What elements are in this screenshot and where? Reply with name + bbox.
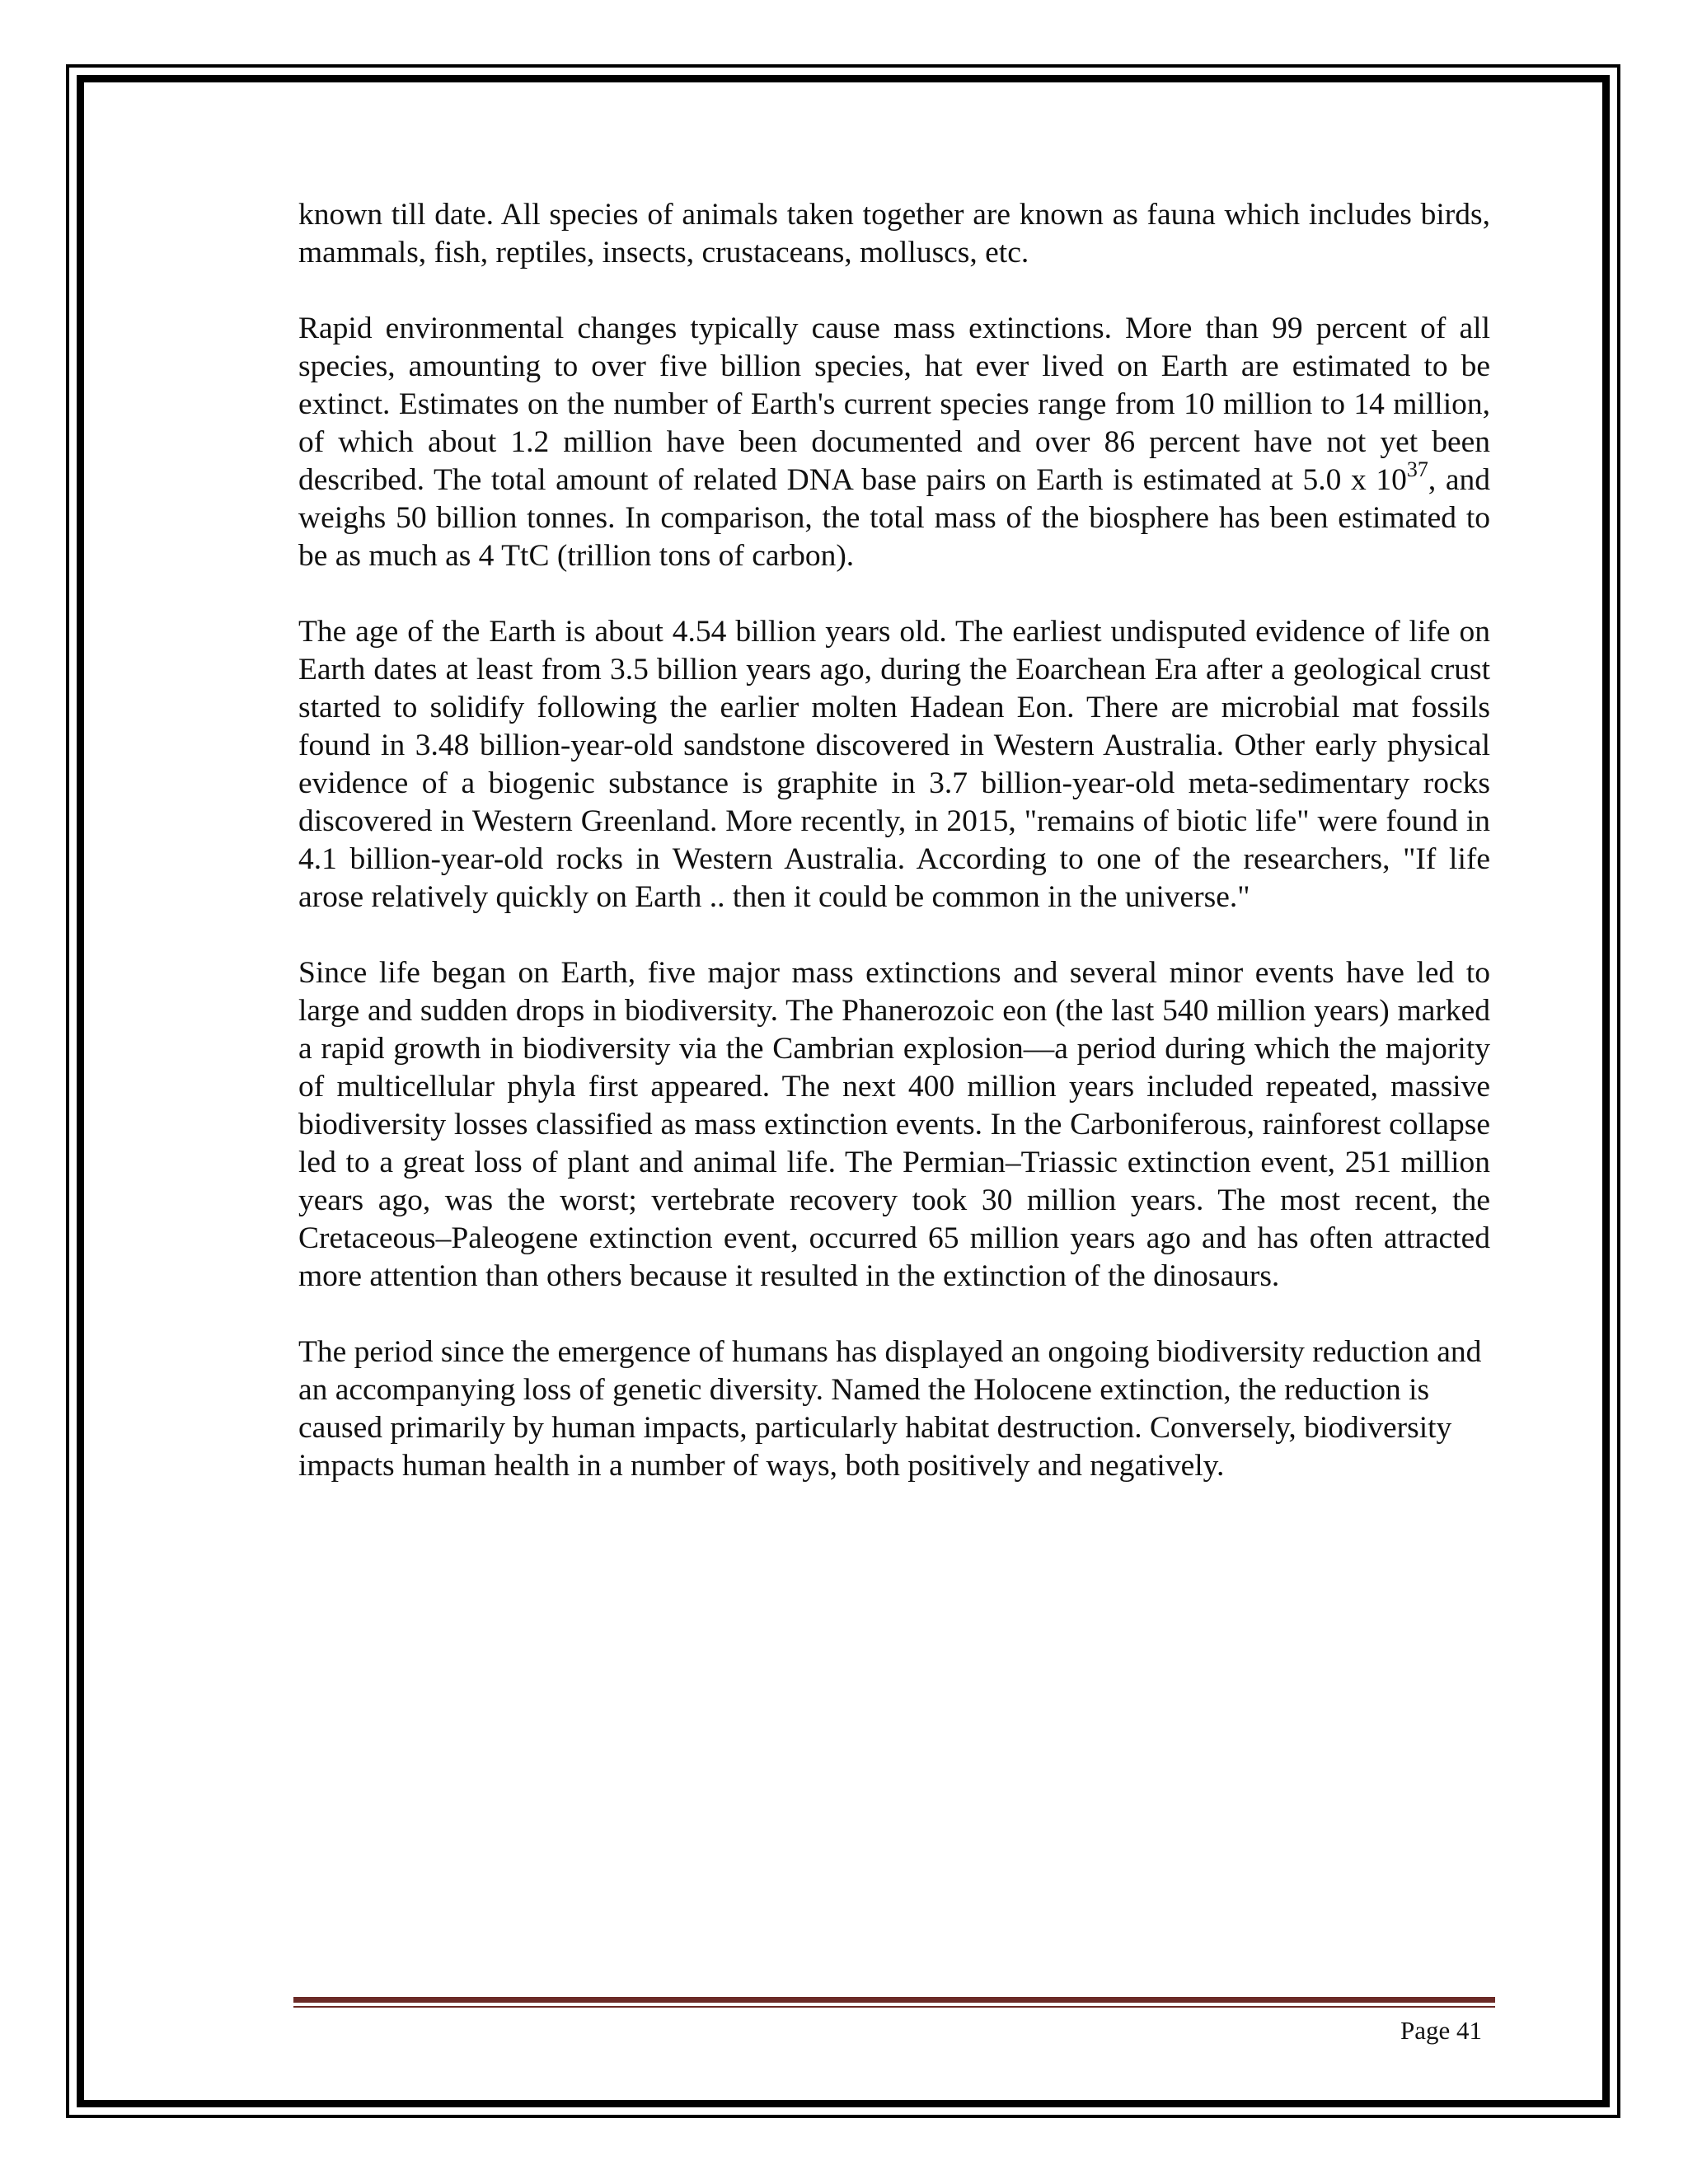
dna-exponent: 37 [1406,457,1428,481]
footer-rule-thin [293,2006,1495,2008]
paragraph-mass-extinctions-text: Rapid environmental changes typically cause mass extinctions. More than 99 percent of all species, amounting to over five billion species, hat ever lived on Earth are estimated to be extinct. Estimates on the number of Earth's current species range from 10 million to 14 million, of which about 1.2 million have been documented and over 86 percent have not yet been described. The total amount of related DNA base pairs on Earth is estimated at 5.0 x 10 [298,312,1490,497]
footer-rule [293,1997,1495,2003]
paragraph-mass-extinctions [298,310,1490,575]
paragraph-extinction-history: Since life began on Earth, five major mass extinctions and several minor events have led to large and sudden drops in biodiversity. The Phanerozoic eon (the last 540 million years) marked a rapid growth in biodiversity via the Cambrian explosion—a period during which the majority of multicellular phyla first appeared. The next 400 million years included repeated, massive biodiversity losses classified as mass extinction events. In the Carboniferous, rainforest collapse led to a great loss of plant and animal life. The Permian–Triassic extinction event, 251 million years ago, was the worst; vertebrate recovery took 30 million years. The most recent, the Cretaceous–Paleogene extinction event, occurred 65 million years ago and has often attracted more attention than others because it resulted in the extinction of the dinosaurs. [298,956,1490,1293]
page-body [298,196,1490,1523]
paragraph-fauna: known till date. All species of animals taken together are known as fauna which includes birds, mammals, fish, reptiles, insects, crustaceans, molluscs, etc. [298,198,1490,269]
paragraph-age-of-earth: The age of the Earth is about 4.54 billion years old. The earliest undisputed evidence of life on Earth dates at least from 3.5 billion years ago, during the Eoarchean Era after a geological crust started to solidify following the earlier molten Hadean Eon. There are microbial mat fossils found in 3.48 billion-year-old sandstone discovered in Western Australia. Other early physical evidence of a biogenic substance is graphite in 3.7 billion-year-old meta-sedimentary rocks discovered in Western Greenland. More recently, in 2015, "remains of biotic life" were found in 4.1 billion-year-old rocks in Western Australia. According to one of the researchers, "If life arose relatively quickly on Earth .. then it could be common in the universe." [298,615,1490,914]
paragraph-mass-extinctions-tail: , and weighs 50 billion tonnes. In comparison, the total mass of the biosphere has been estimated to be as much as 4 TtC (trillion tons of carbon). [298,463,1490,573]
paragraph-holocene: The period since the emergence of humans has displayed an ongoing biodiversity reduction and an accompanying loss of genetic diversity. Named the Holocene extinction, the reduction is caused primarily by human impacts, particularly habitat destruction. Conversely, biodiversity impacts human health in a number of ways, both positively and negatively. [298,1335,1482,1483]
page-number: Page 41 [1400,2016,1482,2045]
